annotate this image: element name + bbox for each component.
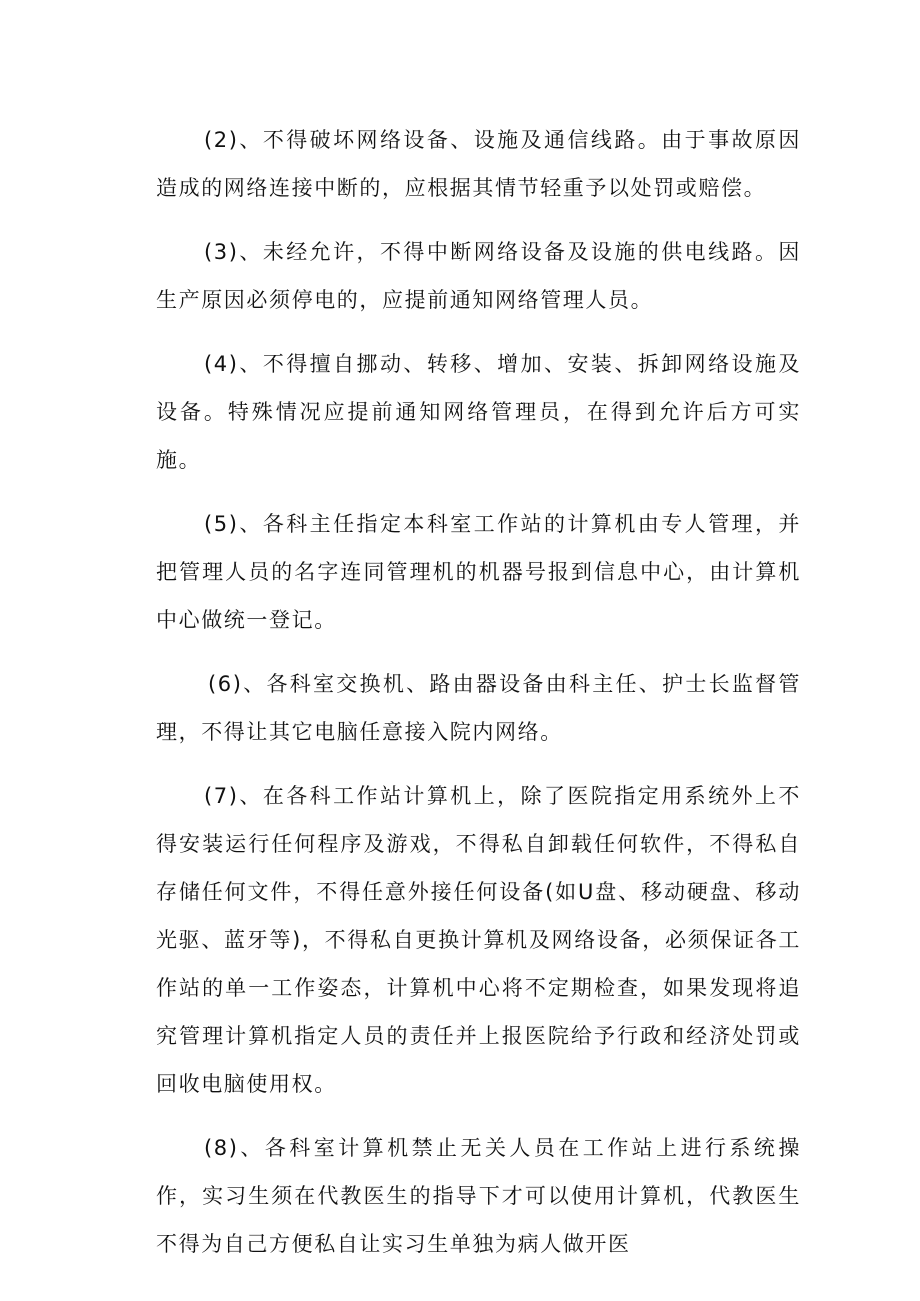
paragraph-3: (3)、未经允许，不得中断网络设备及设施的供电线路。因生产原因必须停电的，应提前通知网络管理人员。 bbox=[156, 240, 801, 312]
paragraph-6: (6)、各科室交换机、路由器设备由科主任、护士长监督管理，不得让其它电脑任意接入院内网络。 bbox=[156, 672, 801, 744]
document-body bbox=[156, 116, 801, 1284]
paragraph-7: (7)、在各科工作站计算机上，除了医院指定用系统外上不得安装运行任何程序及游戏，不得私自卸载任何软件，不得私自存储任何文件，不得任意外接任何设备(如U盘、移动硬盘、移动光驱、蓝牙等)，不得私自更换计算机及网络设备，必须保证各工作站的单一工作姿态，计算机中心将不定期检查，如果发现将追究管理计算机指定人员的责任并上报医院给予行政和经济处罚或回收电脑使用权。 bbox=[156, 784, 801, 1096]
paragraph-8: (8)、各科室计算机禁止无关人员在工作站上进行系统操作，实习生须在代教医生的指导下才可以使用计算机，代教医生不得为自己方便私自让实习生单独为病人做开医 bbox=[156, 1136, 801, 1256]
paragraph-5: (5)、各科主任指定本科室工作站的计算机由专人管理，并把管理人员的名字连同管理机的机器号报到信息中心，由计算机中心做统一登记。 bbox=[156, 512, 801, 632]
paragraph-2: (2)、不得破坏网络设备、设施及通信线路。由于事故原因造成的网络连接中断的，应根据其情节轻重予以处罚或赔偿。 bbox=[156, 128, 801, 200]
paragraph-4: (4)、不得擅自挪动、转移、增加、安装、拆卸网络设施及设备。特殊情况应提前通知网络管理员，在得到允许后方可实施。 bbox=[156, 352, 801, 472]
